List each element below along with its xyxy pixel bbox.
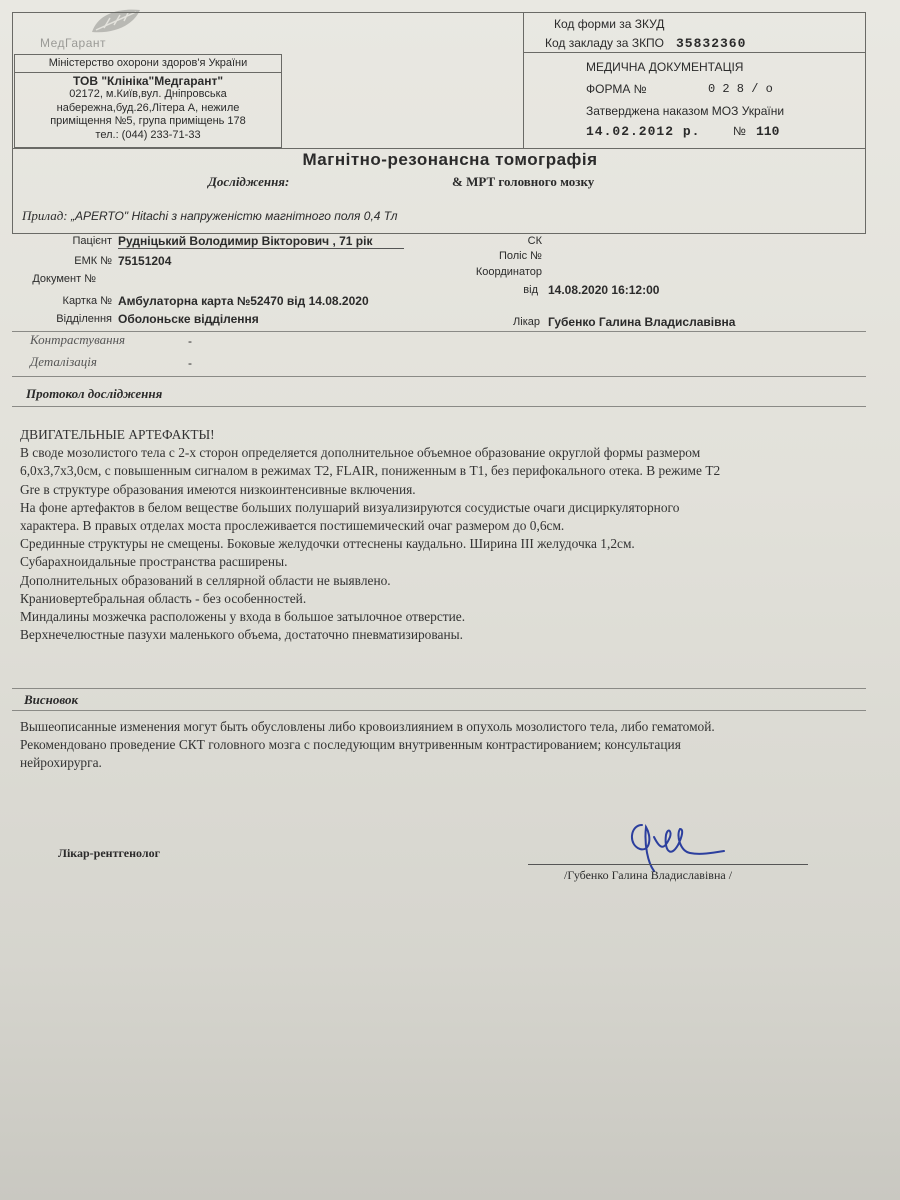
emk-value: 75151204 xyxy=(118,254,172,268)
approved-date: 14.02.2012 р. xyxy=(586,124,701,139)
approved-label: Затверджена наказом МОЗ України xyxy=(586,104,785,118)
zkud-label: Код форми за ЗКУД xyxy=(554,17,665,31)
emk-label: ЕМК № xyxy=(74,255,112,267)
protocol-text xyxy=(20,426,880,644)
form-label: ФОРМА № xyxy=(586,82,647,96)
separator-2 xyxy=(12,376,866,377)
address-line-3: приміщення №5, група приміщень 178 xyxy=(50,115,246,128)
department-label: Відділення xyxy=(56,313,112,325)
doctor-label: Лікар xyxy=(513,316,540,328)
med-doc-label: МЕДИЧНА ДОКУМЕНТАЦІЯ xyxy=(586,60,744,74)
conclusion-line: Рекомендовано проведение СКТ головного мозга с последующим внутривенным контрастированием; консультация xyxy=(20,737,681,753)
conclusion-text xyxy=(20,718,890,773)
organization-name: ТОВ "Клініка"Медгарант" xyxy=(72,73,224,88)
device-value: „APERTO" Hitachi з напруженістю магнітного поля 0,4 Тл xyxy=(70,209,398,223)
department-value: Оболоньске відділення xyxy=(118,312,259,326)
protocol-heading: Протокол дослідження xyxy=(26,386,163,401)
zkpo-value: 35832360 xyxy=(676,36,747,51)
protocol-line: Дополнительных образований в селлярной области не выявлено. xyxy=(20,572,391,588)
doctor-value: Губенко Галина Владиславівна xyxy=(548,315,736,329)
date-label: від xyxy=(523,284,538,296)
header-divider xyxy=(523,12,524,148)
date-value: 14.08.2020 16:12:00 xyxy=(548,283,660,297)
conclusion-heading: Висновок xyxy=(24,692,79,707)
phone-line: тел.: (044) 233-71-33 xyxy=(95,128,201,141)
signer-role: Лікар-рентгенолог xyxy=(58,846,161,860)
header-bottom-divider xyxy=(12,148,866,149)
study-value: & МРТ головного мозку xyxy=(452,174,595,189)
coordinator-label: Координатор xyxy=(475,266,542,278)
detail-label: Деталізація xyxy=(30,354,97,369)
patient-label: Пацієнт xyxy=(72,235,112,247)
ck-label: СК xyxy=(527,235,542,247)
conclusion-line: нейрохирурга. xyxy=(20,755,102,771)
signer-name: /Губенко Галина Владиславівна / xyxy=(564,868,733,882)
card-value: Амбулаторна карта №52470 від 14.08.2020 xyxy=(118,294,369,308)
separator-3 xyxy=(12,406,866,407)
card-label: Картка № xyxy=(62,295,112,307)
form-value: 0 2 8 / о xyxy=(708,82,773,96)
header-right-divider xyxy=(523,52,866,53)
contrast-label: Контрастування xyxy=(30,332,126,347)
protocol-line: характера. В правых отделах моста прослеживается постишемический очаг размером до 0,6см. xyxy=(20,518,565,534)
protocol-line: Краниовертебральная область - без особенностей. xyxy=(20,590,307,606)
document-label: Документ № xyxy=(32,273,96,285)
separator-4 xyxy=(12,688,866,689)
organization-block xyxy=(14,54,282,148)
protocol-line: Срединные структуры не смещены. Боковые желудочки оттеснены каудально. Ширина III желудочка 1,2см. xyxy=(20,536,635,552)
ministry-name: Міністерство охорони здоров'я України xyxy=(15,57,281,73)
separator-5 xyxy=(12,710,866,711)
policy-label: Поліс № xyxy=(498,250,542,262)
contrast-value: - xyxy=(188,334,192,348)
document-title: Магнітно-резонансна томографія xyxy=(302,150,598,169)
approved-number-label: № xyxy=(733,124,746,138)
address-line-2: набережна,буд.26,Літера А, нежиле xyxy=(56,101,240,114)
zkpo-label: Код закладу за ЗКПО xyxy=(545,36,665,50)
protocol-line: 6,0х3,7х3,0см, с повышенным сигналом в режимах Т2, FLAIR, пониженным в Т1, без перифокального отека. В режиме Т2 xyxy=(20,463,721,479)
protocol-line: ДВИГАТЕЛЬНЫЕ АРТЕФАКТЫ! xyxy=(20,427,215,442)
logo-text: МедГарант xyxy=(40,36,107,50)
study-label: Дослідження: xyxy=(208,174,290,189)
address-line-1: 02172, м.Київ,вул. Дніпровська xyxy=(69,88,227,101)
protocol-line: Gre в структуре образования имеются низкоинтенсивные включения. xyxy=(20,481,416,497)
protocol-line: Верхнечелюстные пазухи маленького объема, достаточно пневматизированы. xyxy=(20,627,463,643)
patient-value: Рудніцький Володимир Вікторович , 71 рік xyxy=(118,234,404,249)
protocol-line: В своде мозолистого тела с 2-х сторон определяется дополнительное объемное образование округлой формы размером xyxy=(20,445,701,461)
detail-value: - xyxy=(188,356,192,370)
protocol-line: Субарахноидальные пространства расширены. xyxy=(20,554,288,570)
protocol-line: Миндалины мозжечка расположены у входа в большое затылочное отверстие. xyxy=(20,609,466,625)
conclusion-line: Вышеописанные изменения могут быть обусловлены либо кровоизлиянием в опухоль мозолистого тела, либо гематомой. xyxy=(20,719,715,734)
device-line xyxy=(22,208,398,224)
approved-number: 110 xyxy=(756,124,780,139)
device-label: Прилад: xyxy=(22,208,68,223)
signature-line xyxy=(528,864,808,865)
protocol-line: На фоне артефактов в белом веществе больших полушарий визуализируются сосудистые очаги дисциркуляторного xyxy=(20,499,680,515)
separator-1 xyxy=(12,331,866,332)
